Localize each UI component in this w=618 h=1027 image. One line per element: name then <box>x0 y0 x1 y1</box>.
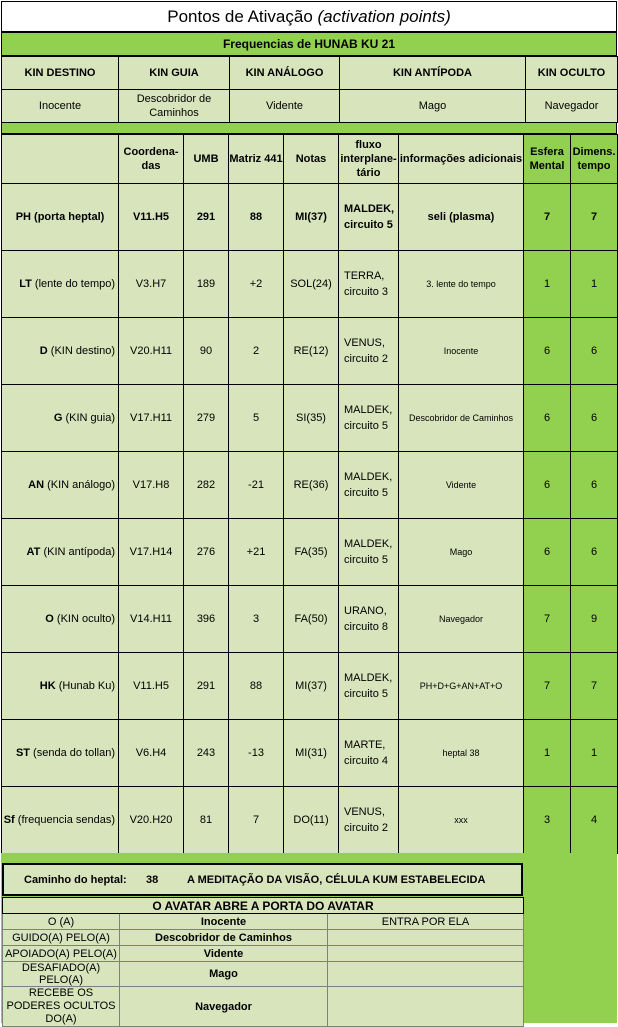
info-value: Inocente <box>443 346 479 356</box>
umb-value: 291 <box>196 680 216 692</box>
avatar-row <box>3 962 524 987</box>
row-umb <box>184 586 229 653</box>
row-umb <box>184 720 229 787</box>
notas-value: RE(12) <box>293 345 329 357</box>
fluxo-circuit: circuito 5 <box>344 554 389 566</box>
row-code: PH <box>15 211 31 223</box>
row-dimens <box>571 318 618 385</box>
row-umb <box>184 318 229 385</box>
matriz-value: 2 <box>252 345 260 357</box>
umb-value: 81 <box>199 814 213 826</box>
row-matriz <box>229 586 284 653</box>
matriz-value: 5 <box>252 412 260 424</box>
notas-value: MI(31) <box>295 747 327 759</box>
kin-value-destino: Inocente <box>2 90 119 123</box>
avatar-value: Inocente <box>120 914 328 930</box>
umb-value: 279 <box>196 412 216 424</box>
fluxo-circuit: circuito 5 <box>344 688 389 700</box>
row-info <box>399 586 524 653</box>
row-label-text: (senda do tollan) <box>30 747 115 759</box>
esfera-value: 7 <box>543 680 551 692</box>
fluxo-planet: MALDEK, <box>344 672 393 684</box>
row-code: AN <box>28 479 45 491</box>
row-label-text: (KIN destino) <box>47 345 115 357</box>
row-esfera <box>524 452 571 519</box>
avatar-table <box>2 897 524 1027</box>
row-coord <box>119 519 184 586</box>
row-fluxo <box>339 787 399 854</box>
row-fluxo <box>339 318 399 385</box>
fluxo-planet: VENUS, <box>344 337 385 349</box>
row-label-text: (frequencia sendas) <box>14 814 115 826</box>
heptal-path-text: A MEDITAÇÃO DA VISÃO, CÉLULA KUM ESTABELECIDA <box>187 874 486 886</box>
row-notas <box>284 787 339 854</box>
kin-value-analogo: Vidente <box>230 90 340 123</box>
avatar-row <box>3 914 524 930</box>
kin-value-antipoda: Mago <box>340 90 526 123</box>
notas-value: MI(37) <box>295 680 327 692</box>
avatar-key: O (A) <box>3 914 120 930</box>
separator-bar <box>1 122 617 134</box>
fluxo-planet: MALDEK, <box>344 538 393 550</box>
row-notas <box>284 184 339 251</box>
row-info <box>399 787 524 854</box>
esfera-value: 6 <box>543 345 551 357</box>
dimens-value: 6 <box>590 345 598 357</box>
row-matriz <box>229 720 284 787</box>
fluxo-circuit: circuito 2 <box>344 822 389 834</box>
esfera-value: 7 <box>543 211 551 223</box>
table-row <box>2 653 618 720</box>
kin-table <box>1 56 618 123</box>
heptal-path-number: 38 <box>146 874 159 886</box>
header-coordenadas: Coordena-das <box>119 135 184 184</box>
row-label <box>2 184 119 251</box>
fluxo-planet: TERRA, <box>344 270 385 282</box>
esfera-value: 6 <box>543 412 551 424</box>
esfera-value: 3 <box>543 814 551 826</box>
avatar-empty-cell <box>328 987 524 1027</box>
row-label-text: (KIN análogo) <box>44 479 115 491</box>
umb-value: 276 <box>196 546 216 558</box>
row-label <box>2 251 119 318</box>
header-esfera: Esfera Mental <box>524 135 571 184</box>
heptal-path-label: Caminho do heptal: <box>24 874 127 886</box>
kin-header-guia: KIN GUIA <box>119 57 230 90</box>
avatar-key: APOIADO(A) PELO(A) <box>3 946 120 962</box>
row-matriz <box>229 385 284 452</box>
row-notas <box>284 720 339 787</box>
dimens-value: 9 <box>590 613 598 625</box>
row-umb <box>184 787 229 854</box>
fluxo-planet: MALDEK, <box>344 404 393 416</box>
table-row <box>2 318 618 385</box>
fluxo-circuit: circuito 5 <box>344 219 393 231</box>
row-matriz <box>229 653 284 720</box>
row-code: AT <box>26 546 41 558</box>
dimens-value: 6 <box>590 479 598 491</box>
fluxo-planet: MALDEK, <box>344 203 395 215</box>
row-esfera <box>524 251 571 318</box>
table-row <box>2 519 618 586</box>
fluxo-planet: MALDEK, <box>344 471 393 483</box>
notas-value: SOL(24) <box>290 278 332 290</box>
matriz-value: -21 <box>248 479 264 491</box>
notas-value: DO(11) <box>293 814 329 826</box>
row-code: O <box>45 613 54 625</box>
row-coord <box>119 318 184 385</box>
fluxo-circuit: circuito 8 <box>344 621 389 633</box>
row-notas <box>284 251 339 318</box>
fluxo-circuit: circuito 2 <box>344 353 389 365</box>
matriz-value: +2 <box>249 278 263 290</box>
row-info <box>399 519 524 586</box>
umb-value: 189 <box>196 278 216 290</box>
row-fluxo <box>339 519 399 586</box>
header-dimens: Dimens. tempo <box>571 135 618 184</box>
fluxo-circuit: circuito 5 <box>344 420 389 432</box>
fluxo-planet: MARTE, <box>344 739 386 751</box>
row-label <box>2 385 119 452</box>
row-esfera <box>524 653 571 720</box>
coord-value: V20.H20 <box>129 814 173 826</box>
header-umb: UMB <box>184 135 229 184</box>
dimens-value: 7 <box>590 680 598 692</box>
matriz-value: 3 <box>252 613 260 625</box>
avatar-value: Navegador <box>120 987 328 1027</box>
row-matriz <box>229 251 284 318</box>
row-info <box>399 251 524 318</box>
umb-value: 90 <box>199 345 213 357</box>
row-notas <box>284 452 339 519</box>
row-fluxo <box>339 720 399 787</box>
row-label <box>2 787 119 854</box>
title-main: Pontos de Ativação <box>167 7 318 26</box>
row-esfera <box>524 787 571 854</box>
row-label <box>2 720 119 787</box>
avatar-title: O AVATAR ABRE A PORTA DO AVATAR <box>3 898 524 914</box>
row-code: LT <box>19 278 32 290</box>
fluxo-circuit: circuito 5 <box>344 487 389 499</box>
row-label <box>2 519 119 586</box>
avatar-empty-cell <box>328 930 524 946</box>
title-english: (activation points) <box>317 7 451 26</box>
row-info <box>399 452 524 519</box>
row-info <box>399 385 524 452</box>
kin-value-guia: Descobridor de Caminhos <box>119 90 230 123</box>
row-umb <box>184 452 229 519</box>
row-label-text: (KIN guia) <box>62 412 115 424</box>
row-label-text: (porta heptal) <box>30 211 105 223</box>
row-label-text: (Hunab Ku) <box>55 680 115 692</box>
row-info <box>399 184 524 251</box>
header-blank <box>2 135 119 184</box>
row-label-text: (lente do tempo) <box>31 278 115 290</box>
umb-value: 396 <box>196 613 216 625</box>
avatar-extra: ENTRA POR ELA <box>328 914 524 930</box>
dimens-value: 1 <box>590 278 598 290</box>
row-label <box>2 318 119 385</box>
activation-table <box>1 134 618 854</box>
row-umb <box>184 519 229 586</box>
row-dimens <box>571 720 618 787</box>
info-value: Descobridor de Caminhos <box>408 413 514 423</box>
row-info <box>399 653 524 720</box>
header-notas: Notas <box>284 135 339 184</box>
row-fluxo <box>339 385 399 452</box>
notas-value: RE(36) <box>293 479 329 491</box>
row-dimens <box>571 184 618 251</box>
umb-value: 243 <box>196 747 216 759</box>
row-esfera <box>524 519 571 586</box>
info-value: PH+D+G+AN+AT+O <box>419 681 503 691</box>
row-umb <box>184 653 229 720</box>
table-row <box>2 184 618 251</box>
coord-value: V6.H4 <box>135 747 167 759</box>
info-value: xxx <box>454 815 468 825</box>
avatar-key: GUIDO(A) PELO(A) <box>3 930 120 946</box>
frequency-header: Frequencias de HUNAB KU 21 <box>1 32 617 56</box>
avatar-key: DESAFIADO(A) PELO(A) <box>3 962 120 987</box>
row-umb <box>184 184 229 251</box>
row-dimens <box>571 586 618 653</box>
row-coord <box>119 586 184 653</box>
matriz-value: -13 <box>248 747 264 759</box>
avatar-row <box>3 946 524 962</box>
row-matriz <box>229 184 284 251</box>
row-dimens <box>571 787 618 854</box>
coord-value: V17.H11 <box>130 412 172 424</box>
row-fluxo <box>339 184 399 251</box>
dimens-value: 4 <box>590 814 598 826</box>
row-esfera <box>524 720 571 787</box>
coord-value: V17.H8 <box>132 479 170 491</box>
header-fluxo: fluxo interplane-tário <box>339 135 399 184</box>
coord-value: V11.H5 <box>132 211 170 223</box>
row-notas <box>284 519 339 586</box>
info-value: 3. lente do tempo <box>426 279 496 289</box>
row-dimens <box>571 385 618 452</box>
dimens-value: 7 <box>590 211 598 223</box>
fluxo-planet: VENUS, <box>344 806 385 818</box>
row-notas <box>284 586 339 653</box>
heptal-path <box>2 863 523 896</box>
row-code: HK <box>39 680 56 692</box>
matriz-value: 7 <box>252 814 260 826</box>
row-code: ST <box>15 747 30 759</box>
header-info: informações adicionais <box>399 135 524 184</box>
fluxo-circuit: circuito 3 <box>344 286 389 298</box>
row-label <box>2 653 119 720</box>
coord-value: V3.H7 <box>135 278 167 290</box>
row-esfera <box>524 586 571 653</box>
avatar-empty-cell <box>328 962 524 987</box>
matriz-value: +21 <box>246 546 266 558</box>
avatar-row <box>3 987 524 1027</box>
row-umb <box>184 385 229 452</box>
notas-value: FA(35) <box>294 546 328 558</box>
avatar-value: Descobridor de Caminhos <box>120 930 328 946</box>
row-matriz <box>229 318 284 385</box>
row-fluxo <box>339 586 399 653</box>
info-value: Navegador <box>438 614 484 624</box>
dimens-value: 6 <box>590 546 598 558</box>
row-esfera <box>524 318 571 385</box>
avatar-key: RECEBE OS PODERES OCULTOS DO(A) <box>3 987 120 1027</box>
fluxo-planet: URANO, <box>344 605 387 617</box>
esfera-value: 7 <box>543 613 551 625</box>
row-matriz <box>229 452 284 519</box>
row-code: D <box>39 345 48 357</box>
row-label-text: (KIN antípoda) <box>40 546 115 558</box>
row-label <box>2 452 119 519</box>
table-row <box>2 251 618 318</box>
dimens-value: 1 <box>590 747 598 759</box>
table-row <box>2 720 618 787</box>
row-coord <box>119 787 184 854</box>
row-label <box>2 586 119 653</box>
umb-value: 282 <box>196 479 216 491</box>
avatar-value: Mago <box>120 962 328 987</box>
umb-value: 291 <box>196 211 216 223</box>
kin-value-oculto: Navegador <box>526 90 618 123</box>
row-code: G <box>53 412 63 424</box>
esfera-value: 6 <box>543 479 551 491</box>
row-fluxo <box>339 653 399 720</box>
matriz-value: 88 <box>249 211 263 223</box>
notas-value: FA(50) <box>294 613 328 625</box>
row-esfera <box>524 184 571 251</box>
kin-header-destino: KIN DESTINO <box>2 57 119 90</box>
avatar-row <box>3 930 524 946</box>
row-notas <box>284 385 339 452</box>
avatar-empty-cell <box>328 946 524 962</box>
row-esfera <box>524 385 571 452</box>
row-fluxo <box>339 452 399 519</box>
kin-header-antipoda: KIN ANTÍPODA <box>340 57 526 90</box>
info-value: Vidente <box>445 480 477 490</box>
row-label-text: (KIN oculto) <box>53 613 115 625</box>
table-row <box>2 787 618 854</box>
row-notas <box>284 653 339 720</box>
kin-header-analogo: KIN ANÁLOGO <box>230 57 340 90</box>
coord-value: V14.H11 <box>130 613 172 625</box>
table-row <box>2 586 618 653</box>
row-fluxo <box>339 251 399 318</box>
esfera-value: 1 <box>543 278 551 290</box>
table-header-row <box>2 135 618 184</box>
fluxo-circuit: circuito 4 <box>344 755 389 767</box>
row-coord <box>119 720 184 787</box>
row-matriz <box>229 519 284 586</box>
coord-value: V20.H11 <box>130 345 172 357</box>
table-row <box>2 452 618 519</box>
notas-value: MI(37) <box>295 211 327 223</box>
row-info <box>399 318 524 385</box>
row-dimens <box>571 519 618 586</box>
row-coord <box>119 452 184 519</box>
page-title <box>1 1 617 32</box>
table-row <box>2 385 618 452</box>
row-notas <box>284 318 339 385</box>
row-dimens <box>571 251 618 318</box>
row-dimens <box>571 452 618 519</box>
info-value: seli (plasma) <box>427 211 495 223</box>
row-coord <box>119 653 184 720</box>
row-code: Sf <box>3 814 15 826</box>
row-coord <box>119 184 184 251</box>
avatar-value: Vidente <box>120 946 328 962</box>
esfera-value: 6 <box>543 546 551 558</box>
row-dimens <box>571 653 618 720</box>
info-value: Mago <box>449 547 473 557</box>
info-value: heptal 38 <box>442 748 480 758</box>
row-info <box>399 720 524 787</box>
row-matriz <box>229 787 284 854</box>
dimens-value: 6 <box>590 412 598 424</box>
esfera-value: 1 <box>543 747 551 759</box>
coord-value: V11.H5 <box>133 680 169 692</box>
row-coord <box>119 251 184 318</box>
notas-value: SI(35) <box>296 412 326 424</box>
coord-value: V17.H14 <box>129 546 173 558</box>
row-umb <box>184 251 229 318</box>
row-coord <box>119 385 184 452</box>
header-matriz: Matriz 441 <box>229 135 284 184</box>
kin-header-oculto: KIN OCULTO <box>526 57 618 90</box>
matriz-value: 88 <box>249 680 263 692</box>
